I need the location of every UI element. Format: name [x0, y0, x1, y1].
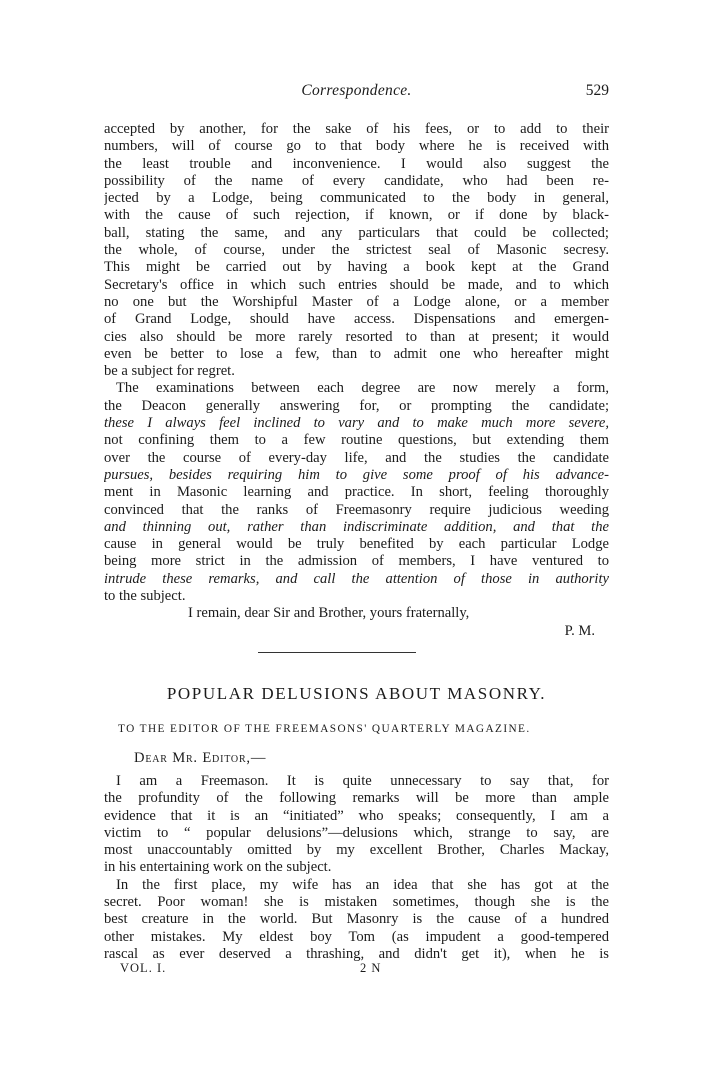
text-line: be a subject for regret.	[104, 363, 235, 380]
text-line: Secretary's office in which such entries should be made, and to which	[104, 276, 609, 293]
text-line: the least trouble and inconvenience. I would also suggest the	[104, 155, 609, 172]
text-line: evidence that it is an “initiated” who speaks; consequently, I am a	[104, 807, 609, 824]
page-number: 529	[585, 82, 609, 99]
article-body	[104, 773, 609, 963]
text-line: and thinning out, rather than indiscriminate addition, and that the	[104, 518, 609, 535]
text-line: ball, stating the same, and any particulars that could be collected;	[104, 224, 609, 241]
text-line: The examinations between each degree are now merely a form,	[116, 380, 609, 397]
text-line: the Deacon generally answering for, or prompting the candidate;	[104, 397, 609, 414]
text-line: pursues, besides requiring him to give some proof of his advance-	[104, 466, 609, 483]
text-line: I am a Freemason. It is quite unnecessary to say that, for	[116, 773, 609, 789]
running-header	[104, 82, 609, 102]
signature-mark: 2 N	[360, 961, 382, 975]
text-line: of Grand Lodge, should have access. Dispensations and emergen-	[104, 311, 609, 328]
text-line: intrude these remarks, and call the attention of those in authority	[104, 570, 609, 587]
text-line: cies also should be more rarely resorted to than at present; it would	[104, 328, 609, 345]
text-line: victim to “ popular delusions”—delusions which, strange to say, are	[104, 824, 609, 841]
text-line: most unaccountably omitted by my excellent Brother, Charles Mackay,	[104, 842, 609, 859]
text-line: This might be carried out by having a book kept at the Grand	[104, 259, 609, 276]
text-line: in his entertaining work on the subject.	[104, 859, 332, 876]
text-line: best creature in the world. But Masonry is the cause of a hundred	[104, 911, 609, 928]
text-line: accepted by another, for the sake of his fees, or to add to their	[104, 121, 609, 137]
text-line: ment in Masonic learning and practice. In short, feeling thoroughly	[104, 484, 609, 501]
text-line: possibility of the name of every candidate, who had been re-	[104, 172, 609, 189]
running-title: Correspondence.	[301, 82, 412, 99]
article-salutation: Dear Mr. Editor,—	[134, 750, 267, 766]
text-line: the whole, of course, under the strictest seal of Masonic secresy.	[104, 242, 609, 259]
text-line: other mistakes. My eldest boy Tom (as impudent a good-tempered	[104, 928, 609, 945]
article-title: POPULAR DELUSIONS ABOUT MASONRY.	[166, 684, 547, 703]
text-line: In the first place, my wife has an idea that she has got at the	[116, 876, 609, 893]
letter-signature: P. M.	[564, 622, 595, 639]
volume-label: VOL. I.	[120, 961, 167, 975]
text-line: convinced that the ranks of Freemasonry require judicious weeding	[104, 501, 609, 518]
text-line: no one but the Worshipful Master of a Lodge alone, or a member	[104, 293, 609, 310]
text-line: rascal as ever deserved a thrashing, and didn't get it), when he is	[104, 945, 609, 962]
text-line: secret. Poor woman! she is mistaken sometimes, though she is the	[104, 894, 609, 911]
article-addressee: TO THE EDITOR OF THE FREEMASONS' QUARTERLY MAGAZINE.	[118, 723, 531, 735]
text-line: the profundity of the following remarks will be more than ample	[104, 790, 609, 807]
letter-body	[104, 121, 609, 640]
text-line: to the subject.	[104, 588, 186, 605]
text-line: numbers, will of course go to that body where he is received with	[104, 138, 609, 155]
text-line: not confining them to a few routine questions, but extending them	[104, 432, 609, 449]
text-line: these I always feel inclined to vary and to make much more severe,	[104, 415, 609, 432]
section-divider	[258, 652, 416, 653]
text-line: even be better to lose a few, than to admit one who hereafter might	[104, 345, 609, 362]
text-line: jected by a Lodge, being communicated to the body in general,	[104, 190, 609, 207]
letter-closing: I remain, dear Sir and Brother, yours fraternally,	[188, 605, 470, 622]
text-line: over the course of every-day life, and the studies the candidate	[104, 449, 609, 466]
page-footer	[120, 961, 450, 979]
text-line: with the cause of such rejection, if known, or if done by black-	[104, 207, 609, 224]
text-line: cause in general would be truly benefited by each particular Lodge	[104, 536, 609, 553]
text-line: being more strict in the admission of members, I have ventured to	[104, 553, 609, 570]
